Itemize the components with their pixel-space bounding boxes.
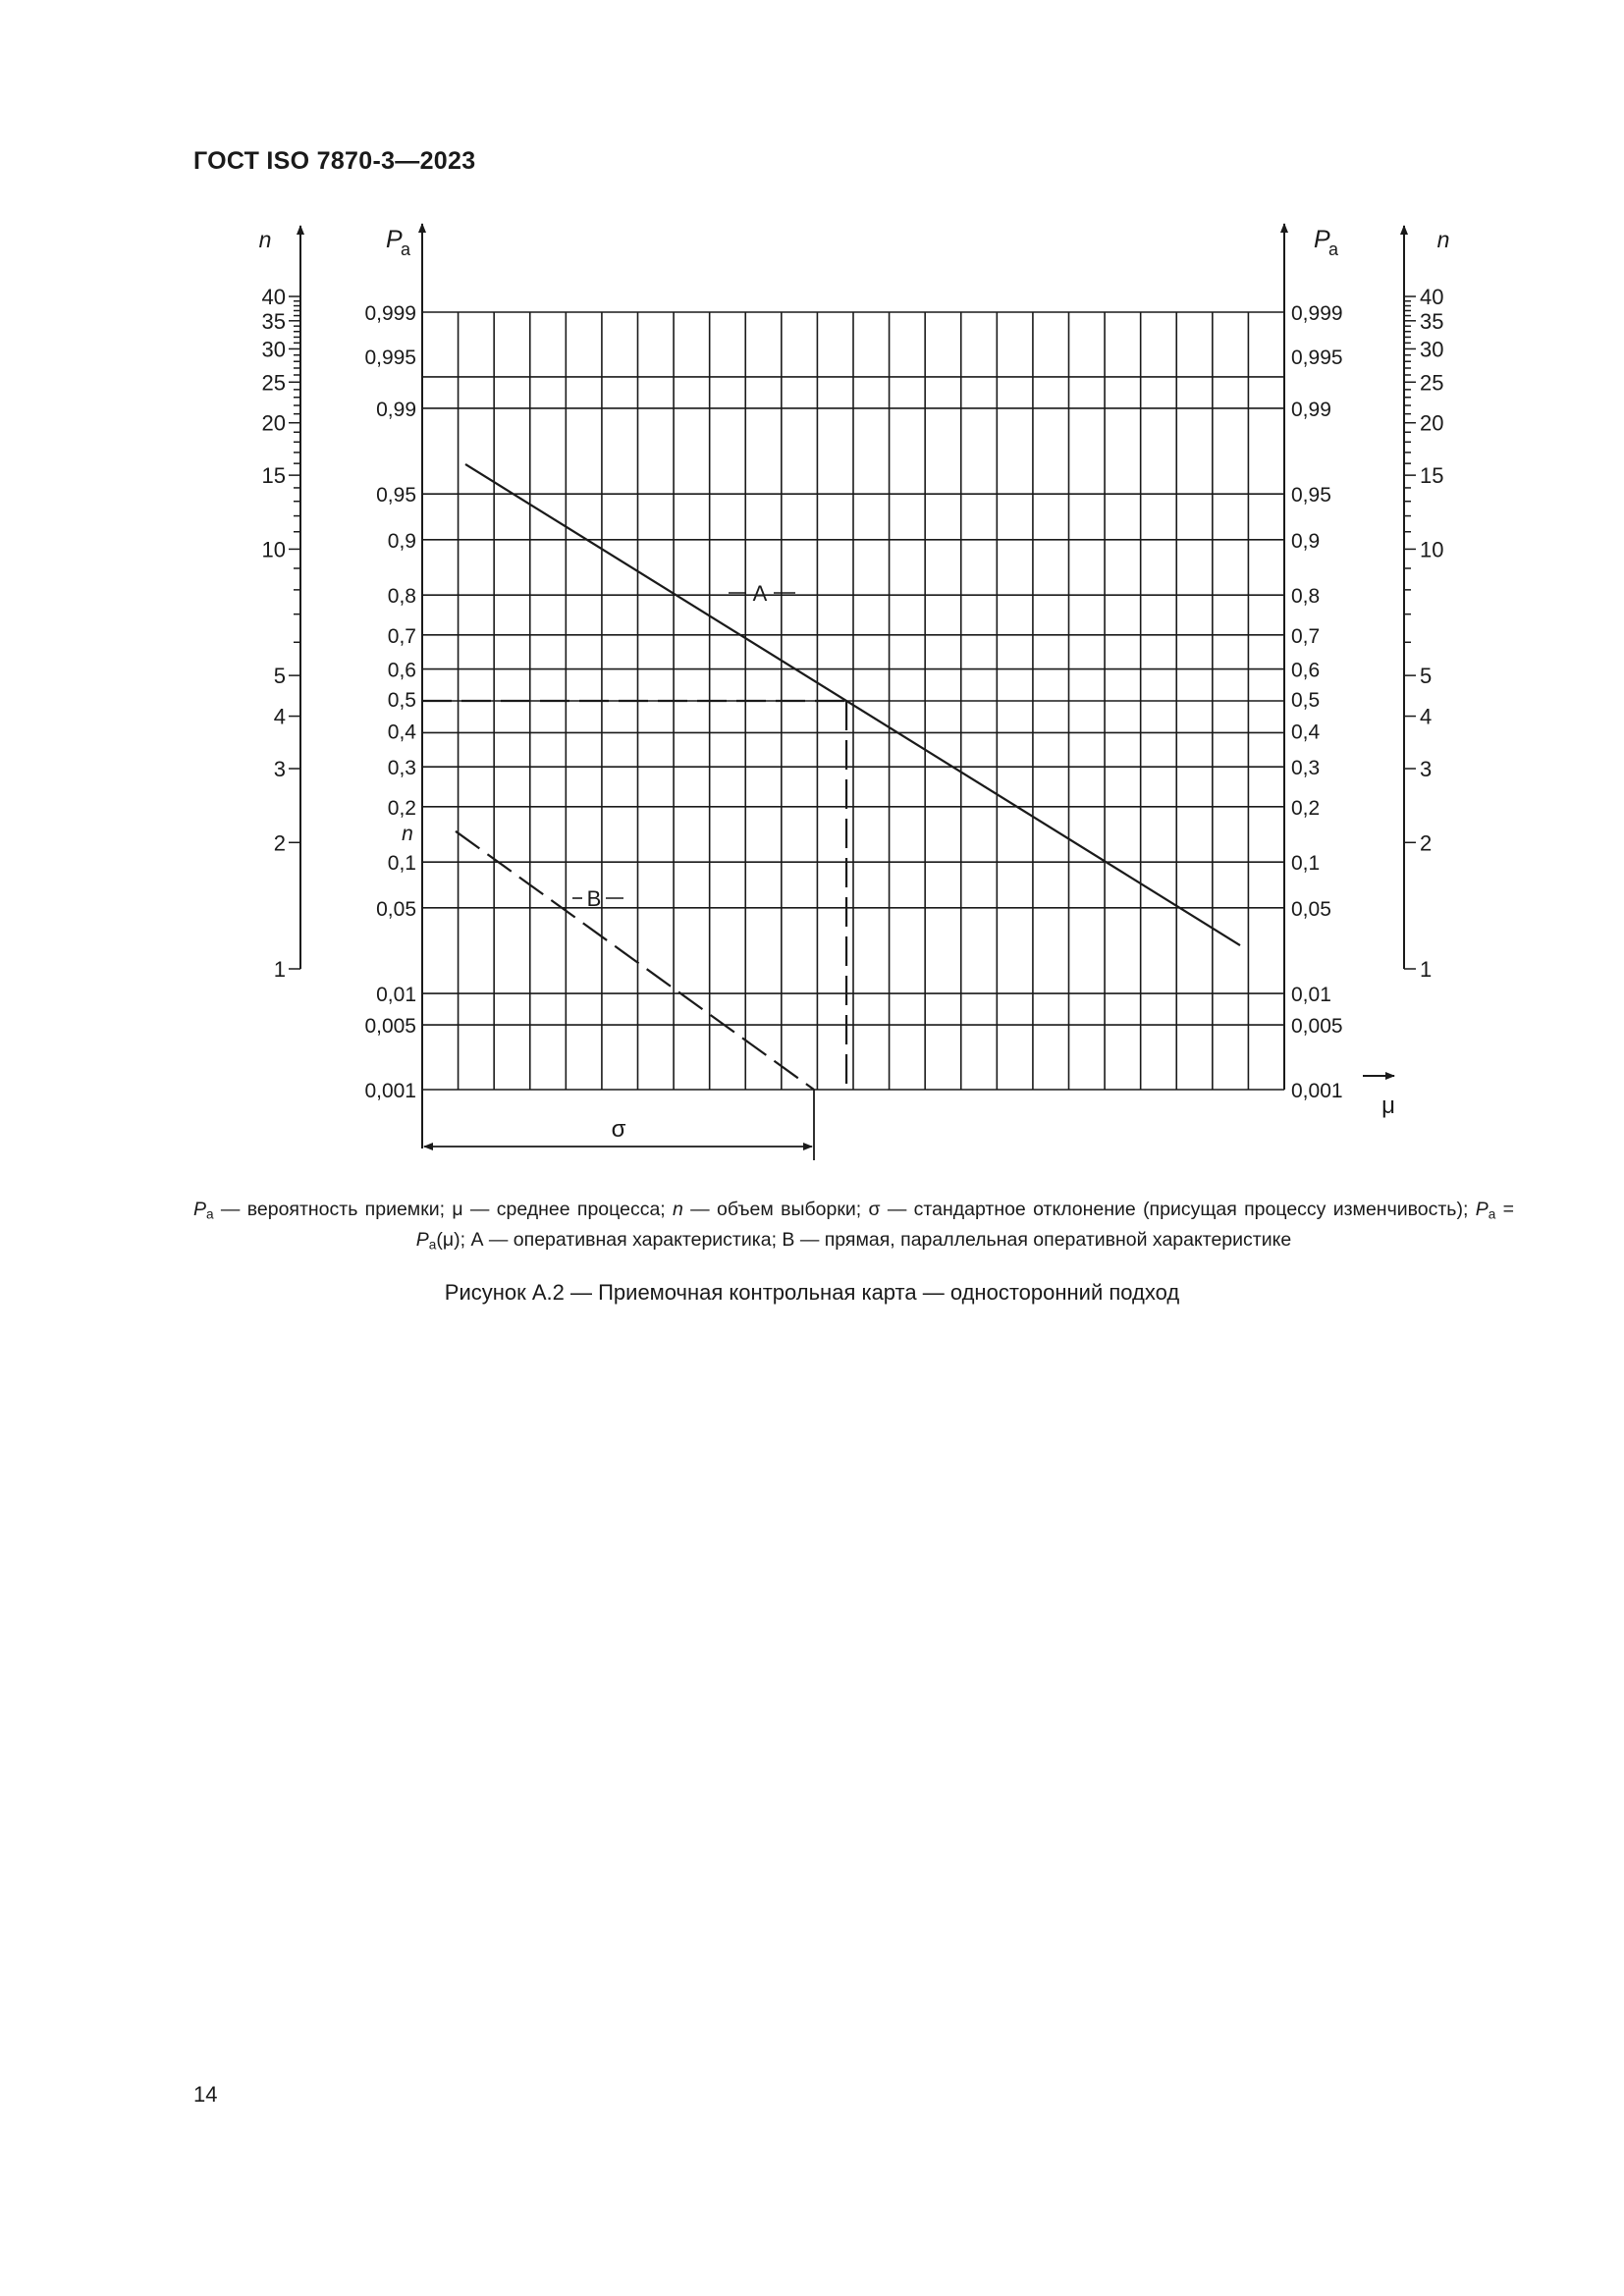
n-tick-label-left: 2 [273, 830, 286, 856]
pa-tick-label-right: 0,05 [1291, 897, 1331, 921]
n-symbol: n [673, 1199, 683, 1220]
pa-axis-subscript-left: a [401, 240, 411, 259]
pa-tick-label-right: 0,6 [1291, 659, 1321, 682]
legend-pa-definition: — вероятность приемки; [213, 1199, 453, 1220]
pa-tick-label-left: 0,4 [387, 721, 416, 744]
pa-symbol: P [193, 1199, 207, 1220]
n-tick-label-right: 3 [1420, 756, 1433, 781]
n-axis-label-left: n [258, 227, 272, 252]
pa-symbol: P [1475, 1199, 1489, 1220]
pa-tick-label-right: 0,9 [1291, 529, 1321, 553]
n-tick-label-left: 25 [261, 370, 286, 396]
n-tick-label-left: 35 [261, 308, 286, 334]
pa-axis-subscript-right: a [1328, 240, 1339, 259]
pa-tick-label-right: 0,3 [1291, 757, 1321, 780]
pa-tick-label-left: 0,8 [387, 585, 416, 609]
pa-tick-label-left: 0,999 [364, 302, 416, 325]
pa-tick-label-right: 0,1 [1291, 852, 1321, 876]
pa-subscript: a [206, 1206, 214, 1222]
n-tick-label-right: 15 [1420, 463, 1444, 489]
n-tick-label-right: 10 [1420, 537, 1444, 562]
page-number: 14 [193, 2082, 218, 2107]
pa-tick-label-right: 0,01 [1291, 984, 1331, 1007]
n-tick-label-left: 30 [261, 337, 286, 362]
pa-subscript: a [1488, 1206, 1496, 1222]
legend-sigma-definition: σ — стандартное отклонение (присущая процессу изменчивость); [868, 1199, 1476, 1220]
mu-axis-label: μ [1381, 1093, 1395, 1119]
n-tick-label-right: 35 [1420, 308, 1444, 334]
n-tick-label-right: 4 [1420, 704, 1433, 729]
chart-axes [300, 224, 1404, 1148]
legend-equation-mid: = [1495, 1199, 1514, 1220]
pa-tick-label-right: 0,995 [1291, 346, 1343, 369]
pa-tick-label-right: 0,99 [1291, 398, 1331, 421]
pa-axis-label-right: P [1314, 226, 1330, 253]
n-tick-label-left: 15 [261, 463, 286, 489]
pa-axis-label-left: P [386, 226, 403, 253]
legend-mu-definition: μ — среднее процесса; [452, 1199, 674, 1220]
figure-legend [193, 1197, 1514, 1258]
pa-tick-label-left: 0,2 [387, 796, 416, 820]
pa-tick-label-left: 0,5 [387, 689, 416, 712]
pa-tick-label-left: 0,3 [387, 757, 416, 780]
pa-subscript: a [428, 1237, 437, 1253]
line-b-label: B [586, 886, 602, 911]
pa-tick-label-left: 0,05 [376, 897, 416, 921]
pa-tick-label-left: 0,95 [376, 484, 416, 507]
pa-tick-label-right: 0,95 [1291, 484, 1331, 507]
pa-tick-label-right: 0,001 [1291, 1080, 1343, 1102]
pa-tick-label-right: 0,2 [1291, 796, 1321, 820]
pa-tick-label-right: 0,7 [1291, 624, 1321, 648]
n-tick-label-left: 3 [273, 756, 286, 781]
pa-tick-label-left: 0,01 [376, 984, 416, 1007]
n-tick-label-right: 25 [1420, 370, 1444, 396]
legend-n-definition: — объем выборки; [682, 1199, 869, 1220]
pa-tick-label-left: 0,7 [387, 624, 416, 648]
n-tick-label-right: 30 [1420, 337, 1444, 362]
pa-tick-label-right: 0,5 [1291, 689, 1321, 712]
legend-equation-end: (μ); А — оперативная характеристика; В — прямая, параллельная оперативной характеристике [436, 1229, 1292, 1252]
pa-tick-label-left: 0,1 [387, 852, 416, 876]
n-tick-label-left: 1 [273, 957, 286, 982]
n-axis-label-right: n [1436, 227, 1450, 252]
n-tick-label-left: 40 [261, 285, 286, 309]
pa-tick-label-left: 0,001 [364, 1080, 416, 1102]
pa-tick-label-left: 0,995 [364, 346, 416, 369]
n-tick-label-left: 4 [273, 704, 286, 729]
pa-tick-label-right: 0,4 [1291, 721, 1321, 744]
n-tick-label-right: 1 [1420, 957, 1433, 982]
pa-tick-label-left: 0,99 [376, 398, 416, 421]
n-tick-label-left: 5 [273, 664, 286, 689]
n-tick-label-right: 5 [1420, 664, 1433, 689]
n-tick-label-right: 2 [1420, 830, 1433, 856]
line-a-label: A [752, 581, 768, 606]
line-b-parallel [456, 831, 814, 1090]
pa-tick-label-left: 0,9 [387, 529, 416, 553]
sigma-label: σ [611, 1116, 626, 1143]
pa-tick-label-left: 0,005 [364, 1015, 416, 1039]
n-tick-label-left: 10 [261, 537, 286, 562]
n-tick-label-right: 40 [1420, 285, 1444, 309]
pa-tick-label-right: 0,999 [1291, 302, 1343, 325]
pa-tick-label-right: 0,005 [1291, 1015, 1343, 1039]
pa-tick-label-right: 0,8 [1291, 585, 1321, 609]
n-tick-label-left: 20 [261, 410, 286, 436]
n-tick-label-right: 20 [1420, 410, 1444, 436]
pa-tick-label-left: 0,6 [387, 659, 416, 682]
document-header: ГОСТ ISO 7870-3—2023 [193, 147, 476, 175]
n-inner-label: n [402, 823, 413, 845]
pa-symbol: P [415, 1229, 429, 1252]
figure-caption: Рисунок А.2 — Приемочная контрольная карта — односторонний подход [444, 1280, 1180, 1305]
